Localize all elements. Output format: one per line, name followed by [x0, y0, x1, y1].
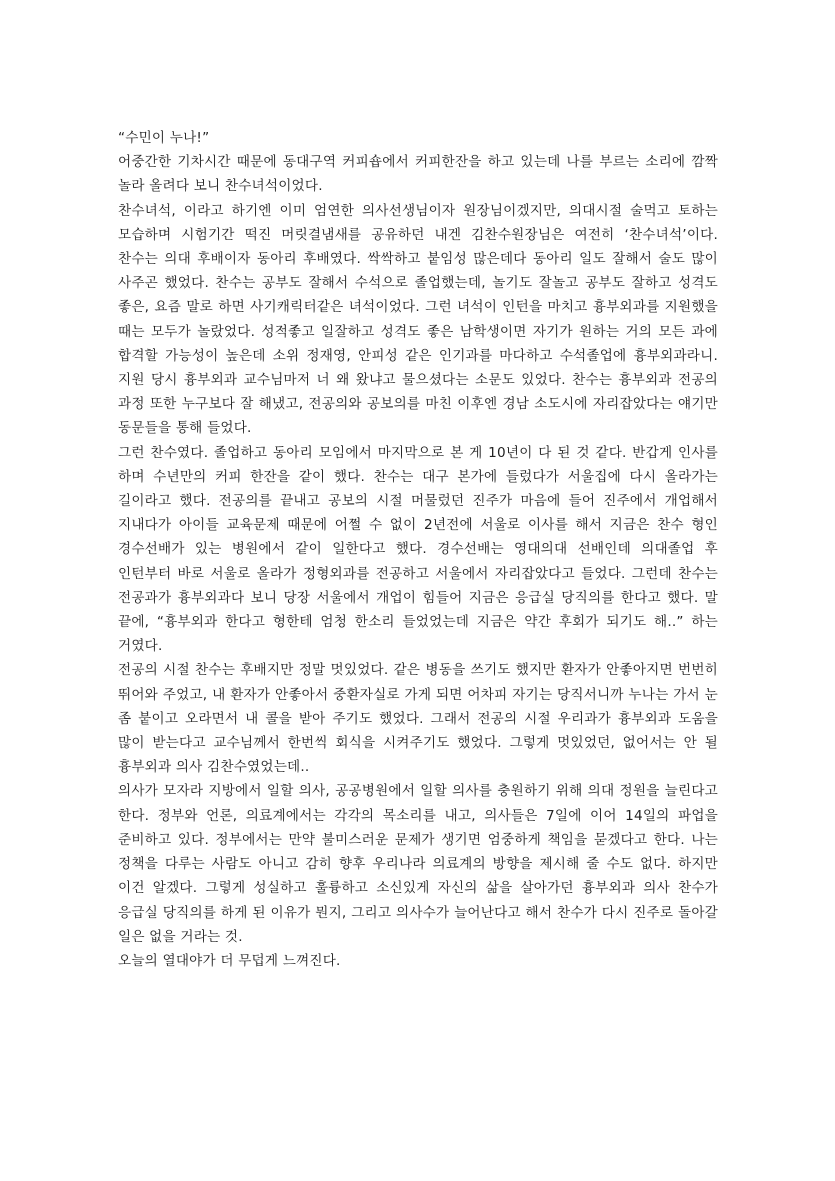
paragraph-resident-memories: 전공의 시절 찬수는 후배지만 정말 멋있었다. 같은 병동을 쓰기도 했지만 환자가 안좋아지면 번번히 뛰어와 주었고, 내 환자가 안좋아서 중환자실로 가게 되면 어차피 자기는 당직서니까 누나는 가서 눈 좀 붙이고 오라면서 내 콜을 받아 주기도 했었다. 그래서 전공의 시절 우리과가 흉부외과 도움을 많이 받는다고 교수님께서 한번씩 회식을 시켜주기도 했었다. 그렇게 멋있었던, 없어서는 안 될 흉부외과 의사 김찬수였었는데.. — [118, 662, 718, 776]
paragraph-reunion: 그런 찬수였다. 졸업하고 동아리 모임에서 마지막으로 본 게 10년이 다 된 것 같다. 반갑게 인사를 하며 수년만의 커피 한잔을 같이 했다. 찬수는 대구 본가에 들렀다가 서울집에 다시 올라가는 길이라고 했다. 전공의를 끝내고 공보의 시절 머물렀던 진주가 마음에 들어 진주에서 개업해서 지내다가 아이들 교육문제 때문에 어쩔 수 없이 2년전에 서울로 이사를 해서 지금은 찬수 형인 경수선배가 있는 병원에서 같이 일한다고 했다. 경수선배는 영대의대 선배인데 의대졸업 후 인턴부터 바로 서울로 올라가 정형외과를 전공하고 서울에서 자리잡았다고 들었다. 그런데 찬수는 전공과가 흉부외과다 보니 당장 서울에서 개업이 힘들어 지금은 응급실 당직의를 한다고 했다. 말 끝에, “흉부외과 한다고 형한테 엄청 한소리 들었었는데 지금은 약간 후회가 되기도 해..” 하는 거였다. — [118, 444, 718, 655]
paragraph-meeting: 어중간한 기차시간 때문에 동대구역 커피숍에서 커피한잔을 하고 있는데 나를 부르는 소리에 깜짝 놀라 올려다 보니 찬수녀석이었다. — [118, 154, 718, 195]
document-body — [118, 126, 718, 973]
paragraph-closing: 오늘의 열대야가 더 무덥게 느껴진다. — [118, 952, 341, 969]
paragraph-greeting: “수민이 누나!” — [118, 130, 210, 146]
paragraph-policy: 의사가 모자라 지방에서 일할 의사, 공공병원에서 일할 의사를 충원하기 위해 의대 정원을 늘린다고 한다. 정부와 언론, 의료계에서는 각각의 목소리를 내고, 의사들은 7일에 이어 14일의 파업을 준비하고 있다. 정부에서는 만약 불미스러운 문제가 생기면 엄중하게 책임을 묻겠다고 한다. 나는 정책을 다루는 사람도 아니고 감히 향후 우리나라 의료계의 방향을 제시해 줄 수도 없다. 하지만 이건 알겠다. 그렇게 성실하고 훌륭하고 소신있게 자신의 삶을 살아가던 흉부외과 의사 찬수가 응급실 당직의를 하게 된 이유가 뭔지, 그리고 의사수가 늘어난다고 해서 찬수가 다시 진주로 돌아갈 일은 없을 거라는 것. — [118, 783, 718, 945]
paragraph-chansu-background: 찬수녀석, 이라고 하기엔 이미 엄연한 의사선생님이자 원장님이겠지만, 의대시절 술먹고 토하는 모습하며 시험기간 떡진 머릿결냄새를 공유하던 내겐 김찬수원장님은 여전히 ‘찬수녀석’이다. 찬수는 의대 후배이자 동아리 후배였다. 싹싹하고 붙임성 많은데다 동아리 일도 잘해서 술도 많이 사주곤 했었다. 찬수는 공부도 잘해서 수석으로 졸업했는데, 놀기도 잘놀고 공부도 잘하고 성격도 좋은, 요즘 말로 하면 사기캐릭터같은 녀석이었다. 그런 녀석이 인턴을 마치고 흉부외과를 지원했을 때는 모두가 놀랐었다. 성적좋고 일잘하고 성격도 좋은 남학생이면 자기가 원하는 거의 모든 과에 합격할 가능성이 높은데 소위 정재영, 안피성 같은 인기과를 마다하고 수석졸업에 흉부외과라니. 지원 당시 흉부외과 교수님마저 너 왜 왔냐고 물으셨다는 소문도 있었다. 찬수는 흉부외과 전공의 과정 또한 누구보다 잘 해냈고, 전공의와 공보의를 마친 이후엔 경남 소도시에 자리잡았다는 얘기만 동문들을 통해 들었다. — [118, 202, 718, 437]
